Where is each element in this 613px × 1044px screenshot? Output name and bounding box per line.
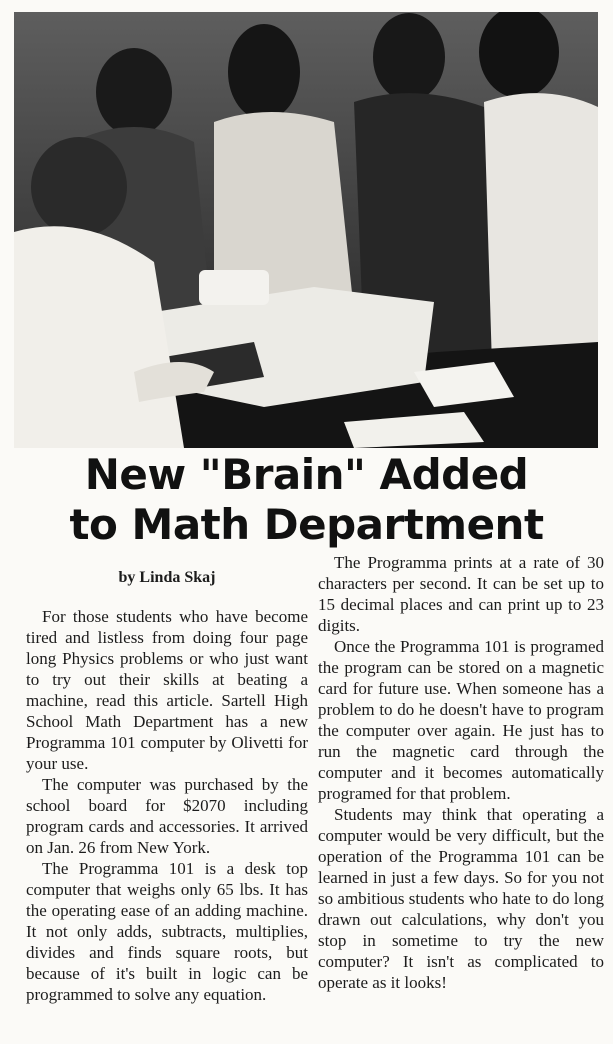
article-paragraph: The computer was purchased by the school board for $2070 including program cards and accessories. It arrived on Jan. 26 from New York. (26, 775, 308, 857)
article-column-right (318, 552, 604, 993)
article-paragraph: For those students who have become tired and listless from doing four page long Physics problems or who just want to try out their skills at beating a machine, read this article. Sartell High School Math Department has a new Programma 101 computer by Olivetti for your use. (26, 607, 308, 773)
article-photo (14, 12, 598, 448)
article-paragraph: The Programma 101 is a desk top computer that weighs only 65 lbs. It has the operating ease of an adding machine. It not only adds, subtracts, multiplies, divides and finds square roots, but because of it's built in logic can be programmed to solve any equation. (26, 859, 308, 1004)
students-with-computer-photo (14, 12, 598, 448)
article-paragraph: Once the Programma 101 is programed the program can be stored on a magnetic card for future use. When someone has a problem to do he doesn't have to program the computer over again. He just has to run the magnetic card through the computer and it becomes automatically programed for that problem. (318, 637, 604, 803)
article-paragraph: Students may think that operating a computer would be very difficult, but the operation of the Programma 101 can be learned in just a few days. So for you not so ambitious students who hate to do long drawn out calculations, why don't you stop in sometime to try the new computer? It isn't as complicated to operate as it looks! (318, 805, 604, 992)
article-column-left (26, 552, 308, 1005)
headline-line-2: to Math Department (69, 500, 544, 549)
headline (0, 450, 613, 550)
byline: by Linda Skaj (118, 569, 216, 586)
headline-line-1: New "Brain" Added (84, 450, 529, 499)
article-paragraph: The Programma prints at a rate of 30 characters per second. It can be set up to 15 decimal places and can print up to 23 digits. (318, 553, 604, 635)
